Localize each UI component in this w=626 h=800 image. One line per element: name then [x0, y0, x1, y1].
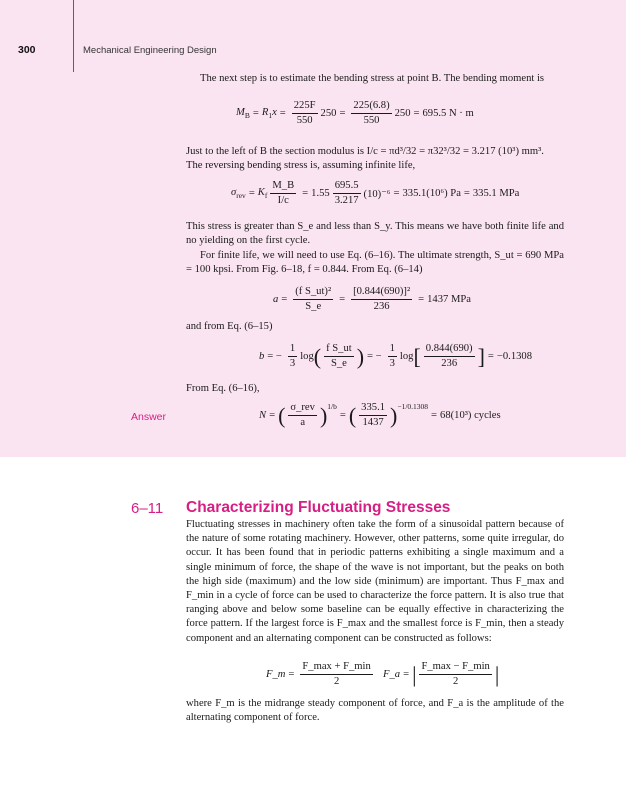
- equation-a: a = $\frac{\text{(f S\_ut)²}}{S\_e}$ = $\frac{\text{[0.844(690)]²}}{236}$ = 1437 MPa: [273, 286, 471, 312]
- from-eq-616: From Eq. (6–16),: [186, 383, 260, 394]
- closing-paragraph: where F_m is the midrange steady component of force, and F_a is the amplitude of the alternating component of force.: [186, 698, 564, 724]
- section-modulus-line: Just to the left of B the section modulus is I/c = πd³/32 = π32³/32 = 3.217 (10³) mm³.: [186, 146, 544, 157]
- finite-life-paragraph: For finite life, we will need to use Eq. (6–16). The ultimate strength, S_ut = 690 MPa = 100 kpsi. From Fig. 6–18, f = 0.844. From Eq. (6–14): [186, 250, 564, 276]
- example-intro: The next step is to estimate the bending stress at point B. The bending moment is: [200, 73, 545, 84]
- equation-fa: F_a = | $\frac{F\_\max - F\_\min}{2}$ |: [383, 661, 500, 687]
- from-eq-615: and from Eq. (6–15): [186, 321, 273, 332]
- section-body-paragraph: Fluctuating stresses in machinery often take the form of a sinusoidal pattern because of the nature of some rotating machinery. However, other patterns, some quite irregular, do occur. It has been found that in periodic patterns exhibiting a single maximum and a single minimum of force, the shape of the wave is not important, but the peaks on both the high side (maximum) and the low side (minimum) are important. Thus F_max and F_min in a cycle of force can be used to characterize the force pattern. It is also true that ranging above and below some baseline can be equally effective in characterizing the force pattern. If the largest force is F_max and the smallest force is F_min, then a steady component and an alternating component can be constructed as follows:: [186, 519, 564, 644]
- answer-label: Answer: [131, 411, 167, 423]
- equation-b: b = − $\frac{1}{3}$ log ( $\frac{\text{f S\_ut}}{S\_e}$ ) = − $\frac{1}{3}$ log [ $\frac{0.844(690)}{236}$ ] = −0.1308: [259, 343, 533, 369]
- section-number: 6–11: [131, 500, 164, 517]
- stress-paragraph: This stress is greater than S_e and less than S_y. This means we have both finite life and no yielding on the first cycle.: [186, 221, 564, 247]
- equation-n: N = ( $\frac{\text{σ\_rev}}{a}$ ) $^{1/b}$ = ( $\frac{335.1}{1437}$ ) $^{-1/0.1308}$ = 68(10³) cycles: [259, 402, 501, 428]
- equation-fm: F_m = $\frac{F\_\max + F\_\min}{2}$: [266, 661, 371, 687]
- equation-bending-moment: $M_B$ = $R_1x$ = $\frac{225F}{550}$ 250 = $\frac{225(6.8)}{550}$ 250 = 695.5 N · m: [236, 100, 474, 126]
- header-rule: [73, 0, 74, 72]
- page-number: 300: [18, 44, 36, 56]
- section-title: Characterizing Fluctuating Stresses: [186, 499, 451, 516]
- equation-reversing-stress: $\sigma_{rev}$ = $K_f$ $\frac{M\_B}{I/c}$ = 1.55 $\frac{695.5}{3.217}$ (10)⁻⁶ = 335.1(10⁶) Pa = 335.1 MPa: [231, 180, 520, 206]
- running-head: Mechanical Engineering Design: [83, 45, 217, 56]
- reversing-stress-line: The reversing bending stress is, assuming infinite life,: [186, 160, 416, 171]
